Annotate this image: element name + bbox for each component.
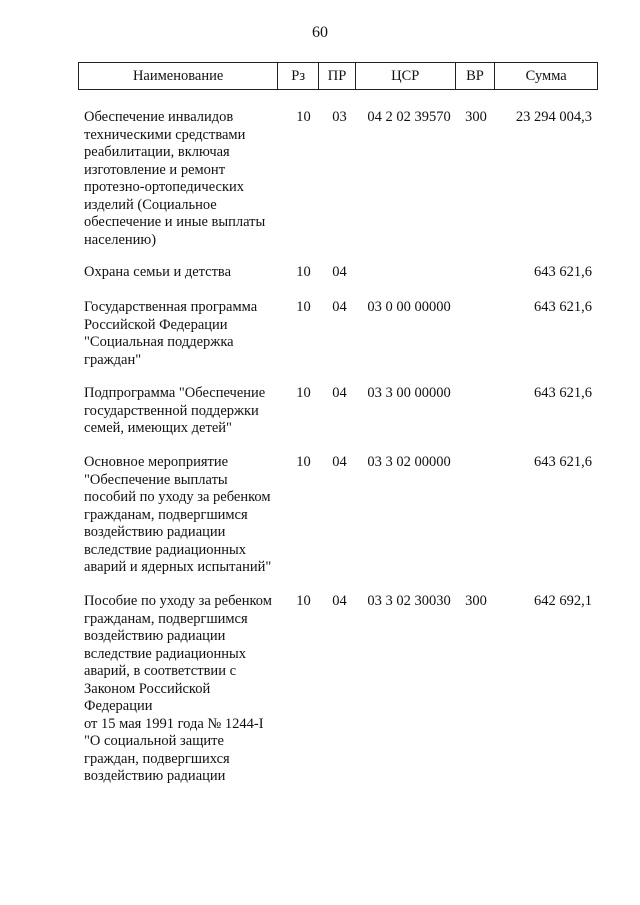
row-sum: 642 692,1 xyxy=(534,593,592,609)
header-vr: ВР xyxy=(456,63,496,89)
row-name-line: населению) xyxy=(84,231,157,248)
table-row xyxy=(78,593,598,786)
row-name-line: Охрана семьи и детства xyxy=(84,264,232,280)
table-header xyxy=(78,62,598,90)
table-row xyxy=(78,385,598,438)
header-csr: ЦСР xyxy=(356,63,456,89)
row-rz: 10 xyxy=(296,264,311,280)
row-pr: 04 xyxy=(332,385,347,401)
table-row xyxy=(78,454,598,577)
row-name xyxy=(78,454,278,577)
row-name-line: Подпрограмма "Обеспечение xyxy=(84,385,266,401)
row-name-line: "Социальная поддержка xyxy=(84,334,234,350)
row-name-line: вследствие радиационных xyxy=(84,541,247,558)
row-csr: 03 3 02 30030 xyxy=(367,593,451,609)
header-name: Наименование xyxy=(79,63,278,89)
row-name-line: изделий (Социальное xyxy=(84,196,217,213)
row-name-line: от 15 мая 1991 года № 1244-I xyxy=(84,715,264,732)
row-name-line: воздействию радиации xyxy=(84,768,226,784)
row-name-line: воздействию радиации xyxy=(84,628,226,644)
row-name-line: "О социальной защите xyxy=(84,733,224,749)
row-sum: 643 621,6 xyxy=(534,454,592,470)
row-pr: 04 xyxy=(332,593,347,609)
row-name xyxy=(78,264,278,282)
row-name-line: Государственная программа xyxy=(84,299,258,315)
row-name xyxy=(78,109,278,249)
row-vr: 300 xyxy=(465,109,487,125)
row-csr: 04 2 02 39570 xyxy=(367,109,451,125)
header-sum: Сумма xyxy=(525,67,567,84)
row-name-line: гражданам, подвергшимся xyxy=(84,610,248,627)
row-name-line: воздействию радиации xyxy=(84,524,226,540)
row-csr xyxy=(356,264,456,282)
row-csr: 03 3 00 00000 xyxy=(367,385,451,401)
row-name-line: Обеспечение инвалидов xyxy=(84,109,234,125)
row-vr xyxy=(456,385,496,438)
row-sum: 643 621,6 xyxy=(534,264,592,280)
row-csr: 03 3 02 00000 xyxy=(367,454,451,470)
row-rz: 10 xyxy=(296,299,311,315)
row-sum: 643 621,6 xyxy=(534,385,592,401)
row-name-line: изготовление и ремонт xyxy=(84,161,226,178)
row-name-line: Российской Федерации xyxy=(84,316,228,333)
row-name-line: государственной поддержки xyxy=(84,402,259,419)
row-sum: 23 294 004,3 xyxy=(515,109,592,125)
row-vr xyxy=(456,454,496,577)
row-name-line: аварий и ядерных испытаний" xyxy=(84,559,272,575)
row-name-line: гражданам, подвергшимся xyxy=(84,506,248,523)
row-vr xyxy=(456,299,496,369)
budget-table xyxy=(78,62,598,90)
row-rz: 10 xyxy=(296,593,311,609)
row-pr: 04 xyxy=(332,454,347,470)
page-number: 60 xyxy=(312,24,328,41)
row-name-line: аварий, в соответствии с xyxy=(84,663,237,679)
table-row xyxy=(78,109,598,249)
row-name-line: Федерации xyxy=(84,698,153,714)
header-rz: Рз xyxy=(278,63,319,89)
row-name-line: пособий по уходу за ребенком xyxy=(84,489,271,505)
row-name-line: "Обеспечение выплаты xyxy=(84,471,228,488)
row-pr: 03 xyxy=(332,109,347,125)
table-row xyxy=(78,264,598,282)
row-vr: 300 xyxy=(465,593,487,609)
row-name xyxy=(78,593,278,786)
row-name-line: протезно-ортопедических xyxy=(84,179,245,195)
row-name-line: Основное мероприятие xyxy=(84,454,229,470)
table-row xyxy=(78,299,598,369)
row-name xyxy=(78,385,278,438)
row-name xyxy=(78,299,278,369)
row-rz: 10 xyxy=(296,109,311,125)
row-rz: 10 xyxy=(296,454,311,470)
row-csr: 03 0 00 00000 xyxy=(367,299,451,315)
row-pr: 04 xyxy=(332,299,347,315)
header-pr: ПР xyxy=(319,63,356,89)
row-pr: 04 xyxy=(332,264,347,280)
row-sum: 643 621,6 xyxy=(534,299,592,315)
row-name-line: семей, имеющих детей" xyxy=(84,420,232,436)
row-vr xyxy=(456,264,496,282)
row-name-line: реабилитации, включая xyxy=(84,144,230,160)
row-name-line: Законом Российской xyxy=(84,680,211,697)
row-name-line: техническими средствами xyxy=(84,126,246,143)
row-name-line: вследствие радиационных xyxy=(84,645,247,662)
row-name-line: обеспечение и иные выплаты xyxy=(84,214,266,230)
row-name-line: граждан, подвергшихся xyxy=(84,750,230,767)
row-rz: 10 xyxy=(296,385,311,401)
row-name-line: Пособие по уходу за ребенком xyxy=(84,593,272,609)
row-name-line: граждан" xyxy=(84,351,142,368)
